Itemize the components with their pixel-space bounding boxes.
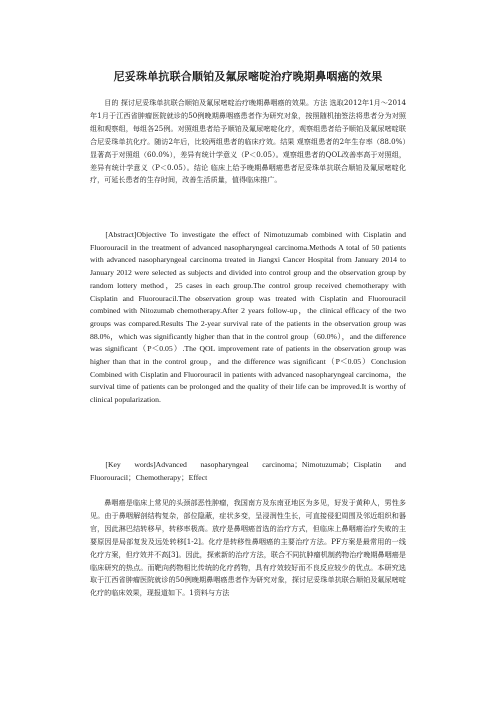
article-title: 尼妥珠单抗联合顺铂及氟尿嘧啶治疗晚期鼻咽癌的效果 [113, 70, 383, 83]
english-keywords: [Key words]Advanced nasopharyngeal carcinoma；Nimotuzumab；Cisplatin and Fluorouracil；Chemotherapy；Effect [90, 460, 406, 482]
english-abstract: [Abstract]Objective To investigate the effect of Nimotuzumab combined with Cisplatin and Fluorouracil in the treatment of advanced nasopharyngeal carcinoma.Methods A total of 50 patients with advanced nasopharyngeal carcinoma treated in Jiangxi Cancer Hospital from January 2014 to January 2012 were selected as subjects and divided into control group and the observation group by random lottery method，25 cases in each group.The control group received chemotherapy with Cisplatin and Fluorouracil.The observation group was treated with Cisplatin and Fluorouracil combined with Nitozumab chemotherapy.After 2 years follow-up，the clinical efficacy of the two groups was compared.Results The 2-year survival rate of the patients in the observation group was 88.0%，which was significantly higher than that in the control group（60.0%），and the difference was significant（P＜0.05）.The QOL improvement rate of patients in the observation group was higher than that in the control group，and the difference was significant（P＜0.05）Conclusion Combined with Cisplatin and Fluorouracil in patients with advanced nasopharyngeal carcinoma，the survival time of patients can be prolonged and the quality of their life can be improved.It is worthy of clinical popularization. [90, 230, 406, 405]
chinese-abstract: 目的 探讨尼妥珠单抗联合顺铂及氟尿嘧啶治疗晚期鼻咽癌的效果。方法 选取2012年1月～2014年1月于江西省肿瘤医院就诊的50例晚期鼻咽癌患者作为研究对象，按照随机抽签法将患者分为对照组和观察组，每组各25例。对照组患者给予顺铂及氟尿嘧啶化疗，观察组患者给予顺铂及氟尿嘧啶联合尼妥珠单抗化疗。随访2年后，比较两组患者的临床疗效。结果 观察组患者的2年生存率（88.0%）显著高于对照组（60.0%），差异有统计学意义（P＜0.05）。观察组患者的QOL改善率高于对照组，差异有统计学意义（P＜0.05）。结论 临床上给予晚期鼻咽癌患者尼妥珠单抗联合顺铂及氟尿嘧啶化疗，可延长患者的生存时间，改善生活质量，值得临床推广。 [90, 98, 406, 185]
introduction-paragraph: 鼻咽癌是临床上常见的头颈部恶性肿瘤，我国南方及东南亚地区为多见，好发于黄种人，男性多见。由于鼻咽解剖结构复杂，部位隐蔽，症状多变，呈浸润性生长，可直接侵犯周围及邻近组织和器官，因此淋巴结转移早，转移率极高。放疗是鼻咽癌首选的治疗方式，但临床上鼻咽癌治疗失败的主要原因是局部复发及远处转移[1-2]。化疗是转移性鼻咽癌的主要治疗方法。PF方案是最常用的一线化疗方案，但疗效并不高[3]。因此，探索新的治疗方法，联合不同抗肿瘤机制药物治疗晚期鼻咽癌是临床研究的热点。而靶向药物相比传统的化疗药物，具有疗效较好而不良反应较少的优点。本研究选取于江西省肿瘤医院就诊的50例晚期鼻咽癌患者作为研究对象，探讨尼妥珠单抗联合顺铂及氟尿嘧啶化疗的临床效果，现报道如下。1资料与方法 [90, 498, 406, 598]
